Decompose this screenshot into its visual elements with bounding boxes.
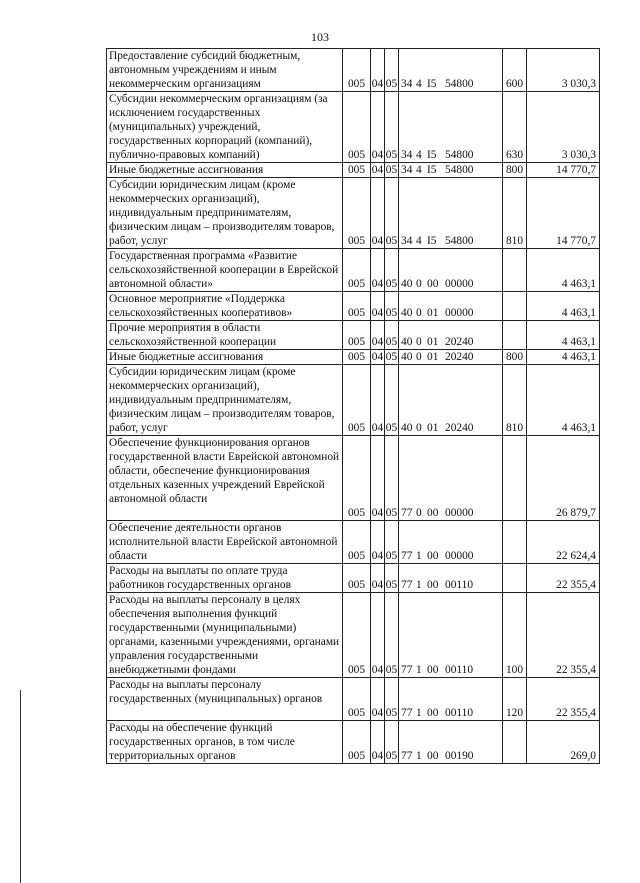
section-code-cell: 04	[371, 292, 385, 321]
section-code-cell: 04	[371, 365, 385, 436]
target-article-part: 00	[427, 550, 439, 562]
subsection-code-cell: 05	[385, 164, 398, 176]
table-row	[107, 49, 600, 92]
amount-cell: 4 463,1	[527, 365, 600, 436]
section-code-cell: 04	[371, 521, 385, 564]
target-article-part: 34	[401, 164, 413, 176]
ministry-code-cell: 005	[343, 365, 371, 436]
subsection-code-cell: 05	[385, 178, 399, 249]
target-article-cell	[399, 321, 503, 350]
target-article-cell	[399, 365, 503, 436]
table-row	[107, 521, 600, 564]
table-row	[107, 178, 600, 249]
expense-name-cell: Обеспечение деятельности органов исполнительной власти Еврейской автономной области	[107, 521, 343, 564]
expense-type-cell: 630	[503, 92, 527, 163]
target-article-cell	[399, 521, 503, 564]
target-article-part: 20240	[445, 422, 474, 434]
target-article-cell	[399, 49, 503, 92]
subsection-code-cell: 05	[385, 721, 399, 764]
target-article-part: 77	[401, 750, 413, 762]
target-article-part: 77	[401, 550, 413, 562]
subsection-code-cell: 05	[385, 521, 399, 564]
expense-type-cell	[503, 321, 527, 350]
target-article-part: I5	[427, 78, 437, 90]
ministry-code-cell: 005	[343, 521, 371, 564]
table-row	[107, 292, 600, 321]
section-code-cell: 04	[371, 564, 385, 593]
amount-cell: 22 355,4	[527, 564, 600, 593]
target-article-part: 00110	[445, 707, 474, 719]
expense-type-cell: 800	[503, 163, 527, 178]
amount-cell: 26 879,7	[527, 436, 600, 521]
target-article-part: 00	[427, 278, 439, 290]
target-article-part: 40	[401, 307, 413, 319]
section-code-cell: 04	[371, 351, 384, 363]
amount-cell: 3 030,3	[527, 92, 600, 163]
target-article-part: 0	[416, 507, 422, 519]
target-article-part: 77	[401, 579, 413, 591]
expense-name-cell: Обеспечение функционирования органов государственной власти Еврейской автономной области, обеспечение функционирования отдельных казенных учреждений Еврейской автономной области	[107, 436, 343, 521]
target-article-part: 54800	[445, 164, 474, 176]
target-article-part: 54800	[445, 149, 474, 161]
target-article-part: 00	[427, 664, 439, 676]
target-article-cell	[399, 92, 503, 163]
subsection-code-cell: 05	[385, 593, 399, 678]
expense-name-cell: Расходы на выплаты по оплате труда работников государственных органов	[107, 564, 343, 593]
target-article-part: 77	[401, 664, 413, 676]
section-code-cell: 04	[371, 678, 385, 721]
amount-cell: 3 030,3	[527, 49, 600, 92]
target-article-part: 00	[427, 750, 439, 762]
table-row	[107, 92, 600, 163]
expense-name-cell: Субсидии некоммерческим организациям (за исключением государственных (муниципальных) учреждений, государственных корпораций (компаний), публично-правовых компаний)	[107, 92, 343, 163]
target-article-part: 00000	[445, 550, 474, 562]
target-article-part: 4	[416, 78, 422, 90]
section-code-cell: 04	[371, 721, 385, 764]
target-article-part: 0	[416, 351, 422, 363]
subsection-code-cell: 05	[385, 49, 399, 92]
target-article-part: 00000	[445, 307, 474, 319]
expense-type-cell	[503, 721, 527, 764]
section-code-cell: 04	[371, 436, 385, 521]
section-code-cell: 04	[371, 49, 385, 92]
table-row	[107, 350, 600, 365]
target-article-cell	[399, 593, 503, 678]
subsection-code-cell: 05	[385, 351, 398, 363]
target-article-part: 4	[416, 164, 422, 176]
target-article-part: 01	[427, 307, 439, 319]
target-article-part: 00190	[445, 750, 474, 762]
ministry-code-cell: 005	[343, 163, 371, 178]
expense-type-cell	[503, 436, 527, 521]
table-row	[107, 721, 600, 764]
expense-type-cell: 800	[503, 350, 527, 365]
target-article-part: 00000	[445, 507, 474, 519]
expense-type-cell	[503, 564, 527, 593]
ministry-code-cell: 005	[343, 350, 371, 365]
target-article-part: 34	[401, 78, 413, 90]
subsection-code-cell: 05	[385, 249, 399, 292]
target-article-part: 0	[416, 336, 422, 348]
target-article-part: 00000	[445, 278, 474, 290]
target-article-part: 01	[427, 336, 439, 348]
expense-name-cell: Прочие мероприятия в области сельскохозяйственной кооперации	[107, 321, 343, 350]
target-article-part: 54800	[445, 78, 474, 90]
target-article-part: 54800	[445, 235, 474, 247]
expense-type-cell: 120	[503, 678, 527, 721]
target-article-part: I5	[427, 164, 437, 176]
section-code-cell: 04	[371, 249, 385, 292]
target-article-cell	[399, 249, 503, 292]
target-article-part: 1	[416, 579, 422, 591]
subsection-code-cell: 05	[385, 292, 399, 321]
amount-cell: 4 463,1	[527, 350, 600, 365]
subsection-code-cell: 05	[385, 678, 399, 721]
amount-cell: 4 463,1	[527, 292, 600, 321]
section-code-cell: 04	[371, 164, 384, 176]
ministry-code-cell: 005	[343, 49, 371, 92]
expense-type-cell: 600	[503, 49, 527, 92]
amount-cell: 4 463,1	[527, 321, 600, 350]
target-article-part: 4	[416, 235, 422, 247]
subsection-code-cell: 05	[385, 92, 399, 163]
target-article-part: 00	[427, 507, 439, 519]
ministry-code-cell: 005	[343, 321, 371, 350]
ministry-code-cell: 005	[343, 92, 371, 163]
ministry-code-cell: 005	[343, 564, 371, 593]
expense-name-cell: Субсидии юридическим лицам (кроме некоммерческих организаций), индивидуальным предпринимателям, физическим лицам – производителям товаров, работ, услуг	[107, 178, 343, 249]
target-article-part: 77	[401, 507, 413, 519]
target-article-part: 40	[401, 278, 413, 290]
target-article-cell	[399, 350, 503, 365]
table-row	[107, 163, 600, 178]
target-article-part: 40	[401, 351, 413, 363]
expense-type-cell: 810	[503, 178, 527, 249]
target-article-part: 00110	[445, 579, 474, 591]
target-article-part: 34	[401, 149, 413, 161]
table-row	[107, 593, 600, 678]
expense-name-cell: Государственная программа «Развитие сельскохозяйственной кооперации в Еврейской автономной области»	[107, 249, 343, 292]
ministry-code-cell: 005	[343, 678, 371, 721]
table-row	[107, 365, 600, 436]
subsection-code-cell: 05	[385, 365, 399, 436]
target-article-part: I5	[427, 149, 437, 161]
target-article-part: 0	[416, 422, 422, 434]
ministry-code-cell: 005	[343, 721, 371, 764]
subsection-code-cell: 05	[385, 564, 399, 593]
amount-cell: 269,0	[527, 721, 600, 764]
target-article-part: 00110	[445, 664, 474, 676]
page-number: 103	[311, 30, 329, 44]
expense-name-cell: Расходы на выплаты персоналу в целях обеспечения выполнения функций государственными (муниципальными) органами, казенными учреждениями, органами управления государственными внебюджетными фондами	[107, 593, 343, 678]
expense-name-cell: Субсидии юридическим лицам (кроме некоммерческих организаций), индивидуальным предпринимателям, физическим лицам – производителям товаров, работ, услуг	[107, 365, 343, 436]
target-article-part: 34	[401, 235, 413, 247]
target-article-cell	[399, 678, 503, 721]
target-article-part: 4	[416, 149, 422, 161]
expense-type-cell	[503, 521, 527, 564]
target-article-cell	[399, 163, 503, 178]
target-article-part: 0	[416, 278, 422, 290]
target-article-part: 40	[401, 422, 413, 434]
target-article-part: 1	[416, 707, 422, 719]
section-code-cell: 04	[371, 593, 385, 678]
expense-type-cell	[503, 249, 527, 292]
expense-name-cell: Иные бюджетные ассигнования	[107, 163, 343, 178]
ministry-code-cell: 005	[343, 292, 371, 321]
target-article-part: 0	[416, 307, 422, 319]
amount-cell: 22 624,4	[527, 521, 600, 564]
target-article-cell	[399, 721, 503, 764]
target-article-part: 00	[427, 579, 439, 591]
target-article-part: 01	[427, 351, 439, 363]
ministry-code-cell: 005	[343, 593, 371, 678]
ministry-code-cell: 005	[343, 436, 371, 521]
expense-type-cell	[503, 292, 527, 321]
section-code-cell: 04	[371, 321, 385, 350]
target-article-part: 01	[427, 422, 439, 434]
table-row	[107, 564, 600, 593]
expense-name-cell: Иные бюджетные ассигнования	[107, 350, 343, 365]
target-article-part: 1	[416, 664, 422, 676]
amount-cell: 4 463,1	[527, 249, 600, 292]
expense-type-cell: 100	[503, 593, 527, 678]
target-article-part: 00	[427, 707, 439, 719]
budget-table	[106, 48, 600, 764]
subsection-code-cell: 05	[385, 436, 399, 521]
table-row	[107, 321, 600, 350]
amount-cell: 14 770,7	[527, 163, 600, 178]
ministry-code-cell: 005	[343, 178, 371, 249]
target-article-part: I5	[427, 235, 437, 247]
target-article-cell	[399, 292, 503, 321]
target-article-part: 40	[401, 336, 413, 348]
amount-cell: 22 355,4	[527, 593, 600, 678]
target-article-part: 1	[416, 750, 422, 762]
table-row	[107, 678, 600, 721]
target-article-part: 20240	[445, 336, 474, 348]
page-edge-line	[20, 690, 21, 883]
target-article-cell	[399, 564, 503, 593]
expense-name-cell: Расходы на обеспечение функций государственных органов, в том числе территориальных органов	[107, 721, 343, 764]
section-code-cell: 04	[371, 92, 385, 163]
expense-name-cell: Основное мероприятие «Поддержка сельскохозяйственных кооперативов»	[107, 292, 343, 321]
amount-cell: 22 355,4	[527, 678, 600, 721]
target-article-part: 77	[401, 707, 413, 719]
table-row	[107, 249, 600, 292]
expense-type-cell: 810	[503, 365, 527, 436]
expense-name-cell: Расходы на выплаты персоналу государственных (муниципальных) органов	[107, 678, 343, 721]
ministry-code-cell: 005	[343, 249, 371, 292]
section-code-cell: 04	[371, 178, 385, 249]
target-article-part: 1	[416, 550, 422, 562]
target-article-cell	[399, 436, 503, 521]
target-article-part: 20240	[445, 351, 474, 363]
table-row	[107, 436, 600, 521]
amount-cell: 14 770,7	[527, 178, 600, 249]
target-article-cell	[399, 178, 503, 249]
expense-name-cell: Предоставление субсидий бюджетным, автономным учреждениям и иным некоммерческим организациям	[107, 49, 343, 92]
subsection-code-cell: 05	[385, 321, 399, 350]
